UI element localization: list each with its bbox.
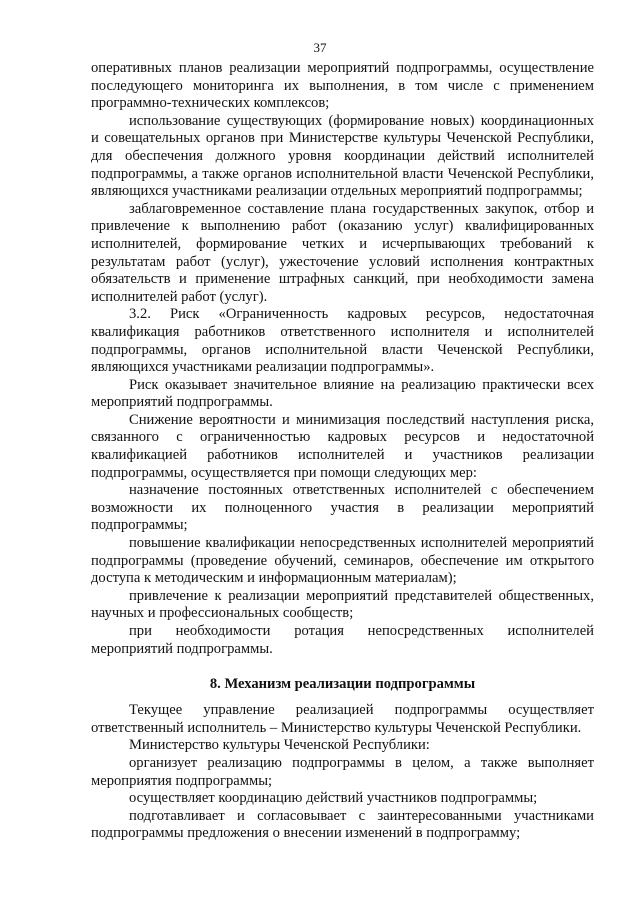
paragraph: использование существующих (формирование новых) координационных и совещательных органов при Министерстве культуры Чеченской Республики, для обеспечения должного уровня координации действий исполнителей подпрограммы, а также органов исполнительной власти Чеченской Республики, являющихся участниками реализации отдельных мероприятий подпрограммы;: [91, 112, 594, 200]
paragraph: Текущее управление реализацией подпрограммы осуществляет ответственный исполнитель – Министерство культуры Чеченской Республики.: [91, 702, 594, 736]
paragraph: Министерство культуры Чеченской Республики:: [129, 737, 430, 754]
paragraph: привлечение к реализации мероприятий представителей общественных, научных и профессиональных сообществ;: [91, 587, 594, 622]
paragraph: подготавливает и согласовывает с заинтересованными участниками подпрограммы предложения о внесении изменений в подпрограмму;: [91, 807, 594, 842]
paragraph: назначение постоянных ответственных исполнителей с обеспечением возможности их полноценного участия в реализации мероприятий подпрограммы;: [91, 482, 594, 534]
paragraph: заблаговременное составление плана государственных закупок, отбор и привлечение к выполнению работ (оказанию услуг) квалифицированных исполнителей, формирование четких и исчерпывающих требований к результатам работ (услуг), ужесточение условий исполнения контрактных обязательств и применение штрафных санкций, при необходимости замена исполнителей работ (услуг).: [91, 200, 594, 305]
paragraph: при необходимости ротация непосредственных исполнителей мероприятий подпрограммы.: [91, 623, 594, 657]
paragraph: 3.2. Риск «Ограниченность кадровых ресурсов, недостаточная квалификация работников ответственного исполнителя и исполнителей подпрограммы, органов исполнительной власти Чеченской Республики, являющихся участниками реализации подпрограммы».: [91, 306, 594, 376]
document-body: [91, 60, 594, 843]
paragraph: Снижение вероятности и минимизация последствий наступления риска, связанного с ограниченностью кадровых ресурсов и недостаточной квалификацией работников исполнителей и участников реализации подпрограммы, осуществляется при помощи следующих мер:: [91, 411, 594, 481]
paragraph: осуществляет координацию действий участников подпрограммы;: [129, 790, 538, 807]
section-heading: 8. Механизм реализации подпрограммы: [209, 676, 476, 693]
page-number: 37: [313, 40, 327, 55]
paragraph: Риск оказывает значительное влияние на реализацию практически всех мероприятий подпрограммы.: [91, 376, 594, 411]
paragraph: организует реализацию подпрограммы в целом, а также выполняет мероприятия подпрограммы;: [91, 754, 594, 789]
paragraph: повышение квалификации непосредственных исполнителей мероприятий подпрограммы (проведение обучений, семинаров, обеспечение им открытого доступа к методическим и информационным материалам);: [91, 535, 594, 587]
paragraph: оперативных планов реализации мероприятий подпрограммы, осуществление последующего мониторинга их выполнения, в том числе с применением программно-технических комплексов;: [91, 60, 594, 112]
